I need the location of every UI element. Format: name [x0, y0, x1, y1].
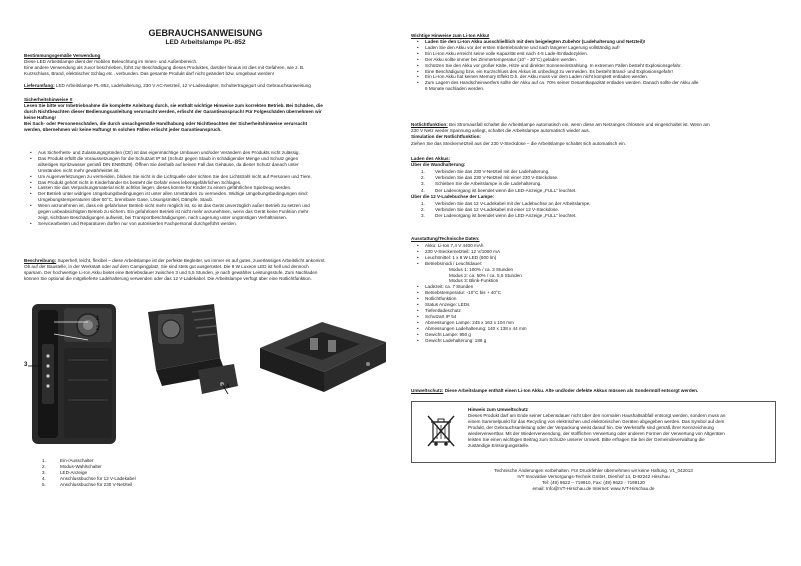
legend-item: 4. Anschlussbuchse für 12 V-Ladekabel [42, 476, 136, 481]
specs-heading: Ausstattung/Technische Daten: [411, 236, 480, 241]
step-number: 2. [421, 207, 425, 213]
step-item [411, 213, 776, 219]
mode-item: Modus 1: 100% / ca. 3 Stunden [449, 266, 514, 272]
bullet-item: • Zum Lagern des Handscheinwerfers sollte der Akku auf ca. 70% seiner Gesamtkapazität entladen werden. Danach sollte der Akku alle 6 Monate nachladen werden. [411, 80, 776, 92]
bullet-item: • Gewicht Ladehalterung: 186 g [411, 338, 776, 344]
li-ion-heading: Wichtige Hinweise zum Li-Ion Akku! [411, 33, 490, 38]
bullet-item: • Laden Sie den Li-Ion Akku ausschließlich mit dem beigelegten Zubehör (Ladehalterung und Netzteil)! [411, 39, 776, 45]
callout-3: 3 [24, 362, 28, 368]
recycling-line: einem Sammelpunkt für das Recycling von elektrischen und elektronischen Geräten abgegeben werden. Das Symbol auf dem [468, 419, 725, 424]
footer-line: Tel: (49) 9622 – 719910, Fax: (49) 9622 - 7199120 [542, 480, 645, 485]
bullet-item: • Das Produkt erfüllt die Voraussetzungen für die Schutzart IP 54 (Schutz gegen Staub in schädigender Menge und Schutz gegen allseitiges Spritzwasser gemäß DIN EN60529). Öffnen Sie deshalb auf keinen Fall das Gehäuse, da dieser Schutz danach unter Umständen nicht mehr gewährleistet ist. [24, 156, 387, 174]
step-number: 3. [421, 213, 425, 219]
intended-use-line: Eine andere Verwendung als zuvor beschrieben, führt zur Beschädigung dieses Produktes, darüber hinaus ist dies mit Gefahren, wie z. B. [24, 65, 305, 70]
safety-warning-line: keine Haftung! [24, 115, 56, 120]
recycling-line: Dieses Produkt darf am Ende seiner Lebensdauer nicht über den normalen Haushaltsabfall entsorgt werden, sondern muss an [468, 413, 726, 418]
bullet-item: • Ein Li-Ion Akku hat keinen Memory Effekt D.h. der Akku muss vor dem Laden nicht komplett entladen werden. [411, 74, 776, 80]
step-text: Verbinden Sie das 12 V-Ladekabel mit einer 12 V-Steckdose. [435, 207, 560, 213]
specs-list [411, 243, 776, 343]
safety-warning-line: werden, übernehmen wir keine Haftung! In solchen Fällen erlischt jeder Garantieanspruch. [24, 127, 222, 132]
lamp-controls-photo [24, 300, 134, 448]
bullet-item: • Der Akku sollte immer bei Zimmertemperatur (10° - 30°C) geladen werden. [411, 57, 776, 63]
step-number: 2. [421, 175, 425, 181]
delivery-scope [24, 83, 387, 89]
bullet-item: • Servicearbeiten und Reparaturen dürfen nur von autorisierten Fachpersonal durchgeführt werden. [24, 221, 387, 227]
callout-4: 4 [226, 384, 230, 390]
safety-warning-line: durch Nichtbeachten dieser Bedienungsanleitung verursacht werden, erlischt der Garantieanspruch! Für Folgeschäden übernehmen wir [24, 109, 322, 114]
bullet-item: • Schützen Sie den Akku vor großer Kälte, Hitze und direkter Sonneneinstrahlung. In extremen Fällen besteht Explosionsgefahr. [411, 63, 776, 69]
step-text: Schieben Sie die Arbeitslampe in die Ladehalterung. [435, 181, 542, 187]
environment-line: Umweltschutz: Diese Arbeitslampe enthält einen Li-Ion Akku. Alte und/oder defekte Akkus müssen als Sondermüll entsorgt werden. [411, 388, 699, 393]
bullet-item: • Ladezeit: ca. 7 Stunden [411, 284, 776, 290]
safety-bullet-list [24, 150, 387, 227]
bullet-item: • Akku: Li-Ion 7,4 V 4400 mAh [411, 243, 776, 249]
step-text: Verbinden Sie das 230 V-Netzteil mit einer 230 V-Steckdose. [435, 175, 559, 181]
bullet-item: • Um Augenverletzungen zu vermeiden, blicken Sie nicht in die Lichtquelle oder richten Sie den Lichtstrahl nicht auf Personen und Tiere. [24, 174, 387, 180]
emergency-light-label: Notlichtfunktion: [411, 122, 448, 127]
intended-use-line: Diese LED Arbeitslampe dient der mobilen Beleuchtung im Innen- und Außenbereich. [24, 59, 198, 64]
bullet-item: • Laden Sie den Akku vor der ersten Inbetriebnahme und nach längerer Lagerung vollständig auf! [411, 45, 776, 51]
environment-label: Umweltschutz: [411, 388, 444, 393]
bullet-item: • Notlichtfunktion [411, 296, 776, 302]
bullet-item: • Status Anzeige: LEDs [411, 302, 776, 308]
description-label: Beschreibung: [24, 258, 57, 263]
mode-item: Modus 3: Blink-Funktion [449, 278, 499, 284]
charging-heading: Laden des Akkus: [411, 156, 451, 161]
bullet-item: • Lassen Sie das Verpackungsmaterial nicht achtlos liegen, dieses könnte für Kinder zu einem gefährlichen Spielzeug werden. [24, 185, 387, 191]
bullet-item: • Aus Sicherheits- und Zulassungsgründen (CE) ist das eigenmächtige Umbauen und/oder Verändern des Produkts nicht zulässig. [24, 150, 387, 156]
footer-line: Technische Änderungen vorbehalten. Für Druckfehler übernehmen wir keine Haftung. V1_042013 [494, 468, 693, 473]
description-line: sparsam. Der hochwertige Li-Ion Akku bietet eine Betriebsdauer zwischen 3 und 5,5 Stunden, je nach gewählter Leistungsstufe. Zum Nachladen [24, 270, 318, 275]
crossed-bin-icon [426, 414, 456, 450]
bullet-item: • Schutzart IP 54 [411, 314, 776, 320]
wall-mount-steps [411, 169, 776, 194]
callout-1: 1 [96, 316, 100, 322]
description-line: Ob auf der Baustelle, in der Werkstatt oder auf dem Campingplatz, Sie sind stets gut ausgerüstet. Die 8 W Luxeon LED ist hell und dennoch [24, 264, 309, 269]
page-title: GEBRAUCHSANWEISUNG [148, 28, 263, 38]
bullet-item: • Wenn anzunehmen ist, dass ein gefahrloser Betrieb nicht mehr möglich ist, so ist das Gerät unverzüglich außer Betrieb zu setzen und gegen unbeabsichtigten Betrieb zu sichern. Ein gefahrloser Betrieb ist nicht mehr anzunehmen, wenn das Gerät keine Funktion mehr zeigt, sichtbare Beschädigungen aufweist, bei Transportbeschädigungen, nach Lagerung unter ungünstigen Verhältnissen. [24, 203, 387, 221]
bullet-item: • Abmessungen Lampe: 245 x 163 x 104 mm [411, 320, 776, 326]
intended-use-heading: Bestimmungsgemäße Verwendung [24, 53, 101, 58]
footer-line: IVT Innovative Versorgungs-Technik GmbH, Dienhof 14, D-92242 Hirschau [517, 474, 670, 479]
lamp-controls-illustration [24, 300, 134, 448]
recycling-notice-box [411, 401, 776, 463]
bullet-item: • Ein Li-Ion Akku erreicht seine volle Kapazität erst nach 4-5 Lade-/Entladezyklen. [411, 51, 776, 57]
recycling-line: Produkt, der Gebrauchsanleitung oder der Verpackung weist darauf hin. Die Werkstoffe sind gemäß ihrer Kennzeichnung [468, 425, 714, 430]
bullet-item: • Leuchtmittel: 1 x 8 W LED (600 lm) [411, 255, 776, 261]
step-text: Verbinden Sie das 12 V-Ladekabel mit der Ladebuchse an der Arbeitslampe. [435, 201, 591, 206]
bullet-item: • Betriebsmodi / Leuchtdauer: [411, 261, 776, 267]
recycling-line: wiederverwertbar. Mit der Wiederverwendung, der stofflichen Verwertung oder anderen Formen der Verwertung von Altgeräten [468, 431, 725, 436]
step-text: Der Ladevorgang ist beendet wenn die LED-Anzeige „FULL“ leuchtet. [435, 213, 577, 219]
bullet-item: • Abmessungen Ladehalterung: 140 x 138 x 44 mm [411, 326, 776, 332]
recycling-line: zuständige Entsorgungsstelle. [468, 443, 530, 448]
delivery-label: Lieferumfang: [24, 83, 55, 88]
li-ion-bullet-list [411, 39, 776, 92]
footer-line: email: Info@IVT-Hirschau.de Internet: www.IVT-Hirschau.de [532, 486, 655, 491]
step-item [411, 188, 776, 194]
step-number: 4. [421, 187, 425, 193]
step-text: Der Ladevorgang ist beendet wenn die LED-Anzeige „FULL“ leuchtet. [435, 187, 577, 193]
bullet-item: • Betriebstemperatur: -10°C bis + 40°C [411, 290, 776, 296]
legend-item: 1. Ein-/Ausschalter [42, 458, 94, 463]
emergency-light-line: Notlichtfunktion: Bei Stromausfall schaltet die Arbeitslampe automatisch ein, wenn diese am Netzanges chlossen und eingeschaltet ist. Wenn am [411, 122, 710, 127]
bullet-item: • Tiefentladeschutz [411, 308, 776, 314]
intended-use-line: Kurzschluss, Brand, elektrischer Schlag etc., verbunden. Das gesamte Produkt darf nicht geändert bzw. umgebaut werden! [24, 71, 274, 76]
bullet-item: • Gewicht Lampe: 950 g [411, 332, 776, 338]
step-text: Verbinden Sie das 230 V-Netzteil mit der Ladehalterung. [435, 169, 550, 174]
bullet-item: • Der Betrieb unter widrigen Umgebungsbedingungen ist unter allen Umständen zu vermeiden. Widrige Umgebungsbedingungen sind: Umgebungstemperaturen über 50°C, brennbare Gase, Lösungsmittel, Dämpfe, Staub. [24, 191, 387, 203]
step-number: 3. [421, 181, 425, 187]
description-line: können Sie optional die mitgelieferte Ladehalterung verwenden oder das 12 V-Ladekabel. Die Arbeitslampe verfügt über eine Notlichtfunktion. [24, 276, 312, 281]
delivery-text: LED Arbeitslampe PL-852, Ladehalterung, 230 V AC-Netzteil, 12 V-Ladeadapter, Schultertragegurt und Gebrauchsanweisung [54, 83, 311, 88]
simulation-heading: Simulation der Notlichtfunktion: [411, 134, 481, 139]
safety-heading: Sicherheitshinweise !! [24, 97, 73, 102]
legend-item: 5. Anschlussbuchse für 230 V-Netzteil [42, 482, 133, 487]
cable-steps [411, 201, 776, 220]
recycling-line: leisten Sie einen wichtigen Beitrag zum Schutze unserer Umwelt. Bitte erfragen Sie bei der Gemeindeverwaltung die [468, 437, 705, 442]
simulation-text: Ziehen Sie das Steckernetzteil aus der 230 V-Steckdose – die Arbeitslampe schaltet sich automatisch ein. [411, 141, 627, 146]
bullet-item: • Das Produkt gehört nicht in Kinderhände! Es besteht die Gefahr eines lebensgefährlichen Schlages. [24, 180, 387, 186]
emergency-light-line: 230 V Netz wieder Spannung anliegt, schaltet die Arbeitslampe automatisch wieder aus. [411, 128, 591, 133]
cable-heading: Über die 12 V-Ladebuchse der Lampe: [411, 194, 495, 199]
bullet-item: • Eine Beschädigung bzw. ein Kurzschluss des Akkus ist unbedingt zu vermeiden. Es besteht Brand- und Explosionsgefahr! [411, 69, 776, 75]
legend-item: 2. Modus-Wahlschalter [42, 464, 102, 469]
step-number: 1. [421, 201, 425, 206]
recycling-heading: Hinweis zum Umweltschutz [468, 407, 528, 412]
description-line: Beschreibung: Superhell, leicht, flexibel – diese Arbeitslampe ist der perfekte Begleiter, wo immer es auf gutes, zuverlässiges Arbeitslicht ankommt. [24, 258, 326, 263]
callout-2: 2 [96, 326, 100, 332]
step-number: 1. [421, 169, 425, 174]
charging-base-illustration [250, 308, 392, 404]
safety-warning-line: Lesen Sie bitte vor Inbetriebnahme die komplette Anleitung durch, sie enthält wichtige Hinweise zum korrekten Betrieb. Bei Schäden, die [24, 103, 323, 108]
charging-base-photo [250, 308, 392, 404]
safety-warning-line: Bei Sach- oder Personenschäden, die durch unsachgemäße Handhabung oder Nichtbeachten der Sicherheitshinweise verursacht [24, 121, 308, 126]
mode-item: Modus 2: ca. 50% / ca. 5,5 Stunden [449, 272, 522, 278]
wall-mount-heading: Über die Wandhalterung: [411, 162, 466, 167]
bullet-item: • 230 V-Steckernetzteil: 12 V/1000 mA [411, 249, 776, 255]
legend-item: 3. LED-Anzeige [42, 470, 88, 475]
mode-sublist [411, 267, 776, 285]
page-subtitle: LED Arbeitslampe PL-852 [165, 39, 246, 46]
